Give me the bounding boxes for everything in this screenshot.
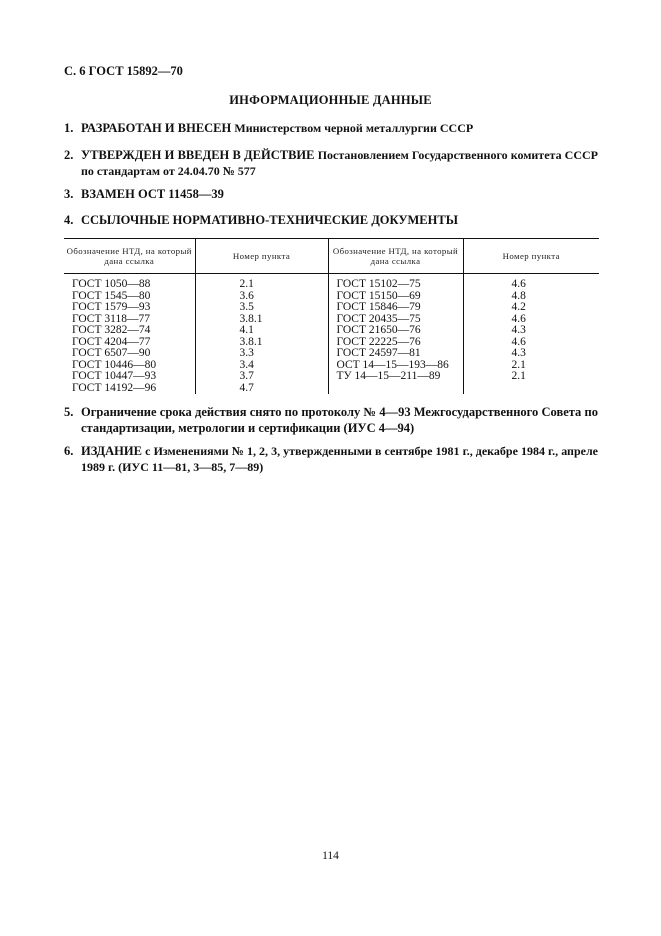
info-item-developed bbox=[64, 120, 598, 136]
page-title: ИНФОРМАЦИОННЫЕ ДАННЫЕ bbox=[229, 93, 432, 107]
item-number: 5. bbox=[64, 405, 74, 419]
info-item-replaces bbox=[64, 186, 598, 202]
column-header-point: Номер пункта bbox=[463, 239, 599, 274]
right-points-cell: 4.6 4.8 4.2 4.6 4.3 4.6 4.3 2.1 2.1 bbox=[463, 274, 599, 395]
item-heading: Ограничение срока действия снято по протоколу № 4—93 Межгосударственного Совета по стандартизации, метрологии и сертификации (ИУС 4—94) bbox=[81, 405, 598, 435]
reference-documents-table bbox=[64, 238, 599, 394]
item-number: 2. bbox=[64, 148, 74, 162]
info-item-validity bbox=[64, 404, 598, 436]
item-text: Министерством черной металлургии СССР bbox=[234, 121, 474, 135]
page-header: С. 6 ГОСТ 15892—70 bbox=[64, 64, 183, 78]
column-header-point: Номер пункта bbox=[195, 239, 328, 274]
table-header-row bbox=[64, 239, 599, 274]
item-number: 3. bbox=[64, 187, 74, 201]
left-points-cell: 2.1 3.6 3.5 3.8.1 4.1 3.8.1 3.3 3.4 3.7 4.7 bbox=[195, 274, 328, 395]
item-heading: РАЗРАБОТАН И ВНЕСЕН bbox=[81, 121, 232, 135]
item-heading: ВЗАМЕН ОСТ 11458—39 bbox=[81, 187, 224, 201]
item-text: Постановлением Государственного комитета СССР по стандартам от 24.04.70 № 577 bbox=[81, 148, 599, 178]
info-item-approved bbox=[64, 147, 598, 179]
item-heading: УТВЕРЖДЕН И ВВЕДЕН В ДЕЙСТВИЕ bbox=[81, 148, 315, 162]
item-heading: ИЗДАНИЕ bbox=[81, 444, 142, 458]
right-documents-cell: ГОСТ 15102—75 ГОСТ 15150—69 ГОСТ 15846—79 ГОСТ 20435—75 ГОСТ 21650—76 ГОСТ 22225—76 ГОСТ 24597—81 ОСТ 14—15—193—86 ТУ 14—15—211—89 bbox=[328, 274, 463, 395]
column-header-document: Обозначение НТД, на который дана ссылка bbox=[64, 239, 195, 274]
info-item-edition bbox=[64, 443, 598, 475]
column-header-document: Обозначение НТД, на который дана ссылка bbox=[328, 239, 463, 274]
left-documents-cell: ГОСТ 1050—88 ГОСТ 1545—80 ГОСТ 1579—93 ГОСТ 3118—77 ГОСТ 3282—74 ГОСТ 4204—77 ГОСТ 6507—90 ГОСТ 10446—80 ГОСТ 10447—93 ГОСТ 14192—96 bbox=[72, 278, 157, 394]
item-heading: ССЫЛОЧНЫЕ НОРМАТИВНО-ТЕХНИЧЕСКИЕ ДОКУМЕНТЫ bbox=[81, 213, 458, 227]
table-row bbox=[64, 274, 599, 395]
item-number: 6. bbox=[64, 444, 74, 458]
page-number: 114 bbox=[322, 850, 339, 862]
item-text: с Изменениями № 1, 2, 3, утвержденными в сентябре 1981 г., декабре 1984 г., апреле 1989 г. (ИУС 11—81, 3—85, 7—89) bbox=[81, 444, 599, 474]
info-item-references bbox=[64, 212, 598, 228]
item-number: 1. bbox=[64, 121, 74, 135]
item-number: 4. bbox=[64, 213, 74, 227]
